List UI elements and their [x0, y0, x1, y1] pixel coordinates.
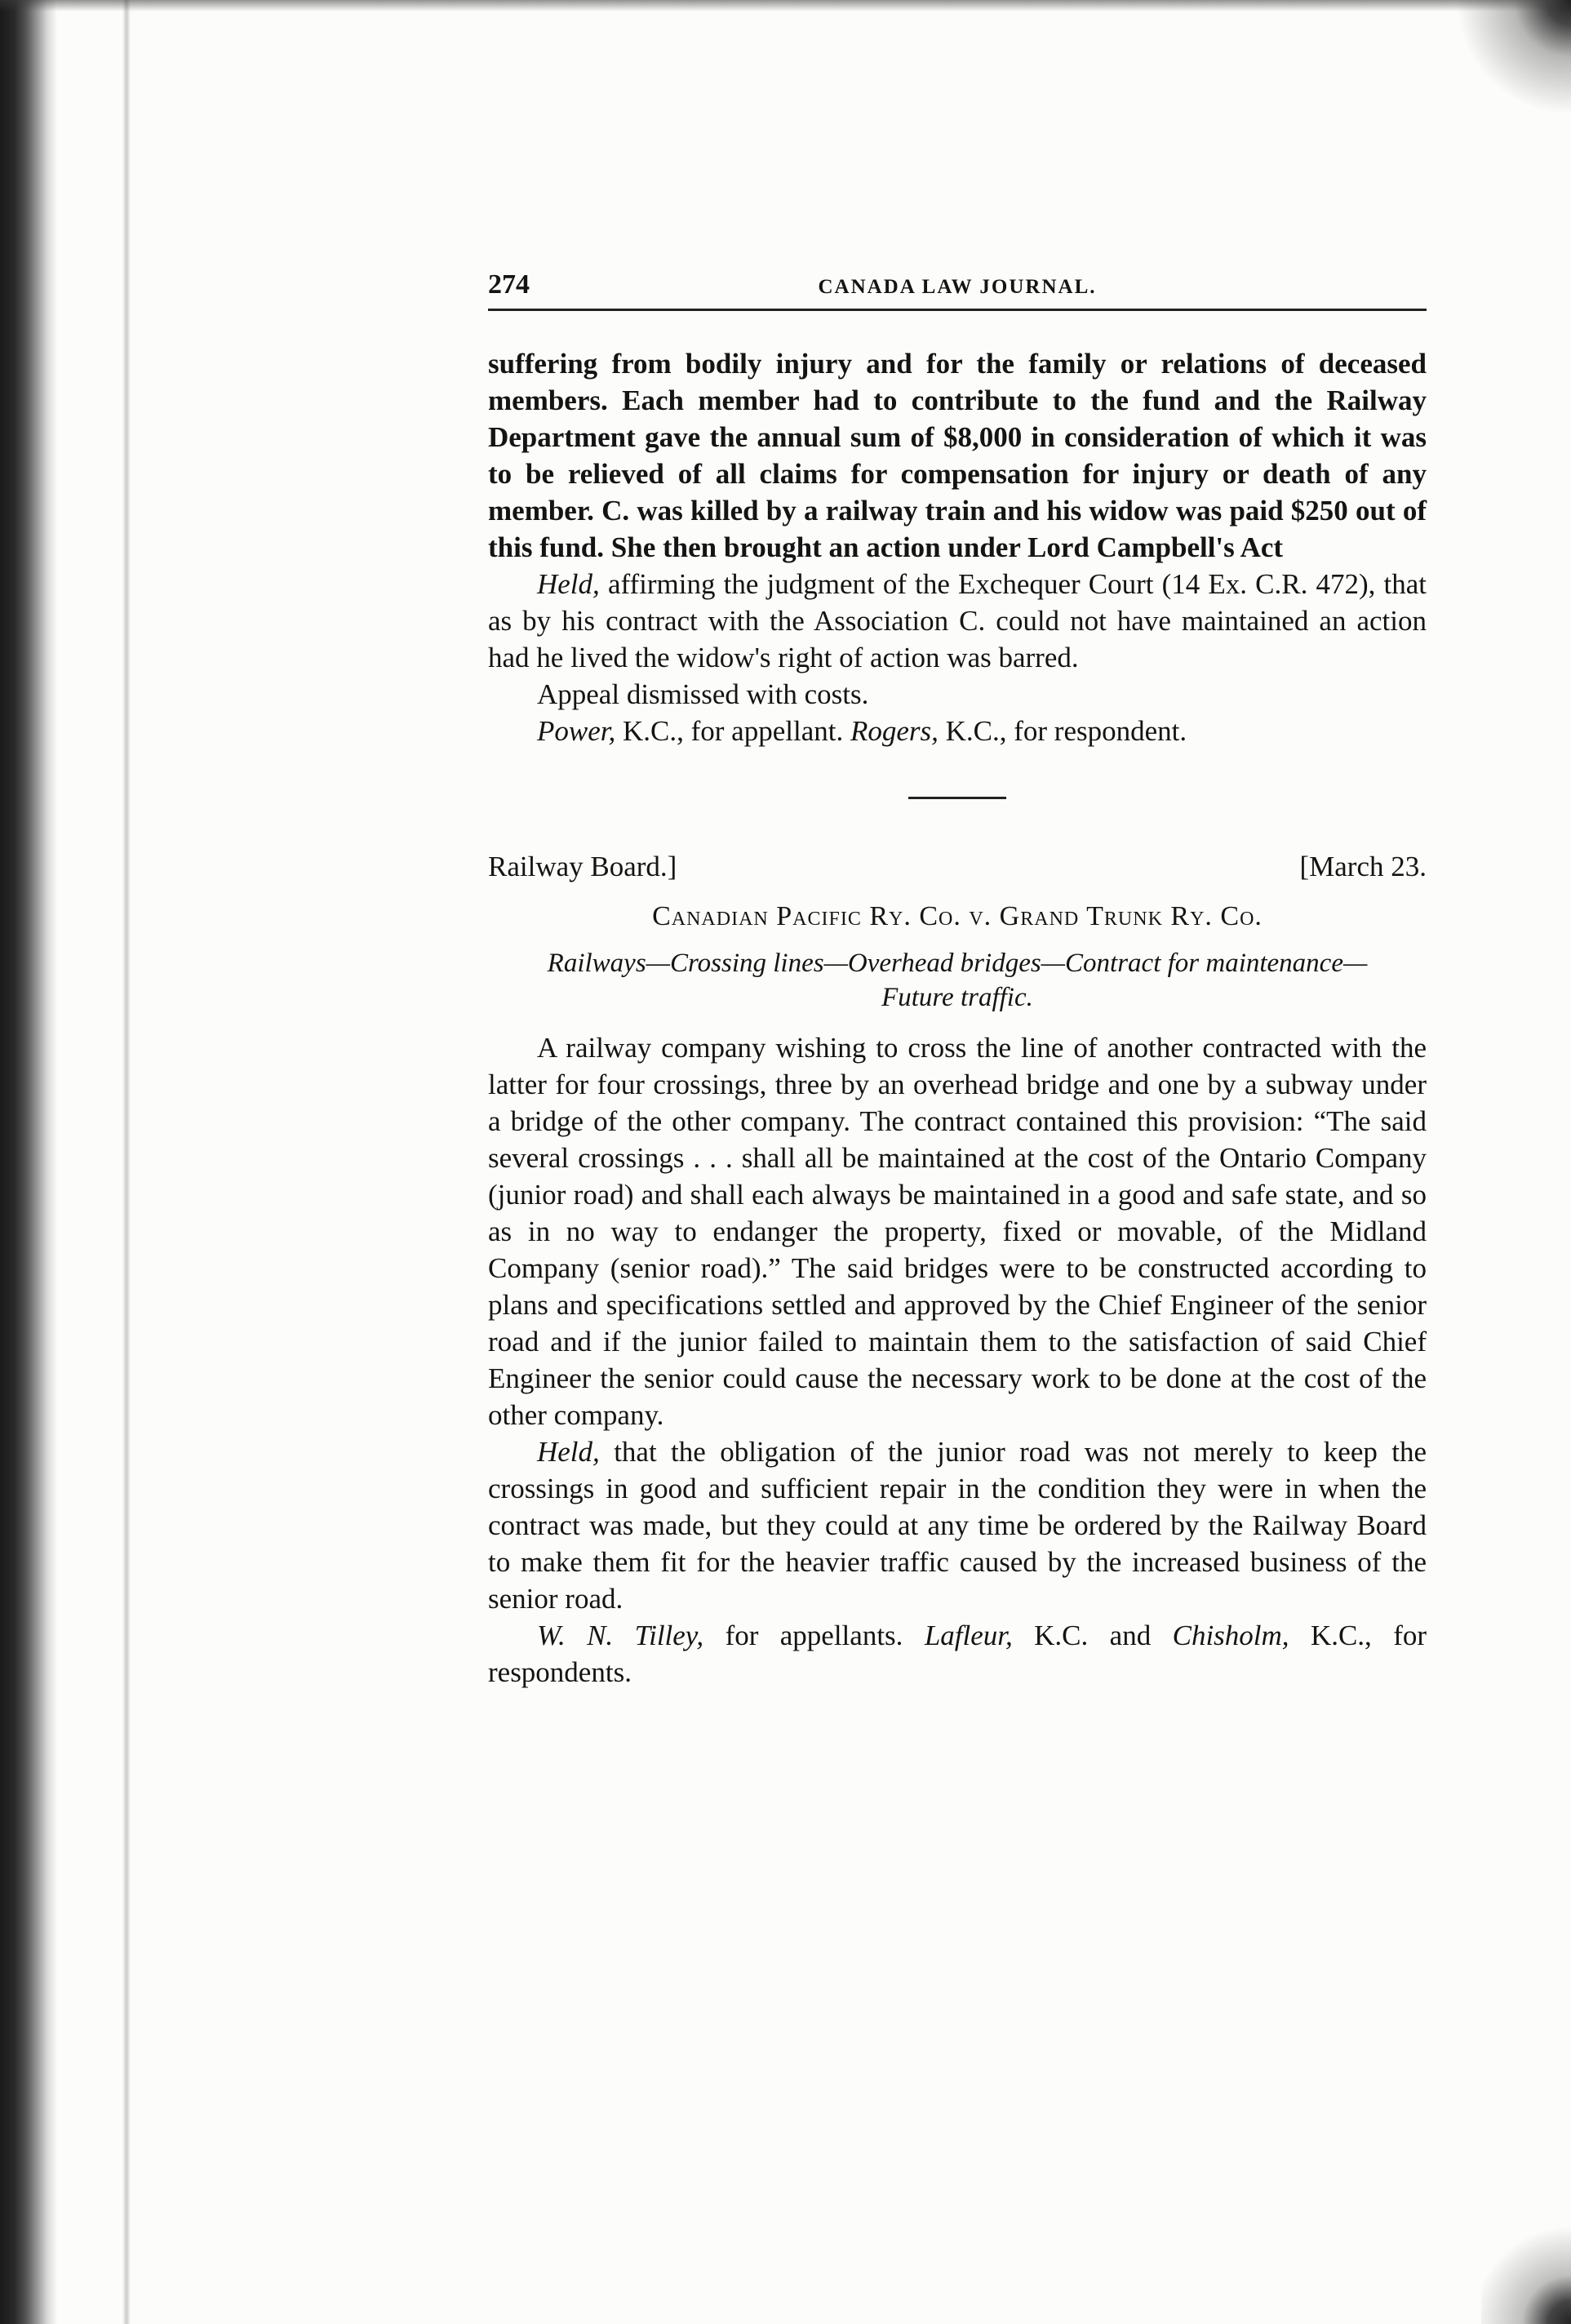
respondent-counsel-role: K.C., for respondents.	[488, 1620, 1427, 1688]
case-headnote: Railways—Crossing lines—Overhead bridges—Contract for maintenance—Future traffic.	[547, 949, 1368, 1012]
second-case-held-text: that the obligation of the junior road was not merely to keep the crossings in good and sufficient repair in the condition they were in when the contract was made, but they could at any time be ordered by the Railway Board to make them fit for the heavier traffic caused by the increased business of the senior road.	[488, 1436, 1427, 1615]
scan-corner-shadow-top-right	[1457, 0, 1571, 114]
first-case-counsel	[488, 713, 1427, 749]
case-title: Canadian Pacific Ry. Co. v. Grand Trunk Ry. Co.	[652, 901, 1263, 931]
scan-binding-streak	[122, 0, 131, 2324]
held-label: Held,	[537, 568, 600, 600]
first-case-held-text: affirming the judgment of the Exchequer Court (14 Ex. C.R. 472), that as by his contract with the Association C. could not have maintained an action had he lived the widow's right of action was barred.	[488, 568, 1427, 673]
court-date-line	[488, 848, 1427, 885]
respondent-counsel-name: Rogers,	[850, 715, 939, 747]
respondent-counsel-role: K.C., for respondent.	[945, 715, 1187, 747]
scan-binding-shadow	[0, 0, 57, 2324]
respondent-counsel-name-1: Lafleur,	[924, 1620, 1013, 1651]
appellant-counsel-name: W. N. Tilley,	[537, 1620, 704, 1651]
respondent-counsel-joiner: K.C. and	[1034, 1620, 1152, 1651]
second-case	[488, 848, 1427, 1691]
journal-title: CANADA LAW JOURNAL.	[818, 276, 1097, 298]
second-case-counsel	[488, 1617, 1427, 1691]
case-facts: A railway company wishing to cross the line of another contracted with the latter for four crossings, three by an overhead bridge and one by a subway under a bridge of the other company. The contract contained this provision: “The said several crossings . . . shall all be maintained at the cost of the Ontario Company (junior road) and shall each always be maintained in a good and safe state, and so as in no way to endanger the property, fixed or movable, of the Midland Company (senior road).” The said bridges were to be constructed according to plans and specifications settled and approved by the Chief Engineer of the senior road and if the junior failed to maintain them to the satisfaction of said Chief Engineer the senior could cause the necessary work to be done at the cost of the other company.	[488, 1032, 1427, 1431]
second-case-held	[488, 1433, 1427, 1617]
journal-page	[488, 269, 1427, 1691]
section-divider	[908, 797, 1006, 799]
scan-corner-shadow-bottom-right	[1481, 2218, 1571, 2324]
first-case-held	[488, 566, 1427, 676]
first-case-disposition: Appeal dismissed with costs.	[537, 678, 869, 710]
held-label: Held,	[537, 1436, 600, 1468]
appellant-counsel-role: for appellants.	[725, 1620, 903, 1651]
running-head	[488, 269, 1427, 311]
scan-top-edge	[0, 0, 1571, 11]
appellant-counsel-name: Power,	[537, 715, 616, 747]
first-case-continuation: suffering from bodily injury and for the family or relations of deceased members. Each member had to contribute to the fund and the Railway Department gave the annual sum of $8,000 in consideration of which it was to be relieved of all claims for compensation for injury or death of any member. C. was killed by a railway train and his widow was paid $250 out of this fund. She then brought an action under Lord Campbell's Act	[488, 348, 1427, 563]
page-number: 274	[488, 269, 530, 300]
first-case	[488, 345, 1427, 749]
respondent-counsel-name-2: Chisholm,	[1172, 1620, 1289, 1651]
court-name: Railway Board.]	[488, 851, 677, 882]
decision-date: [March 23.	[1299, 851, 1427, 882]
appellant-counsel-role: K.C., for appellant.	[623, 715, 844, 747]
